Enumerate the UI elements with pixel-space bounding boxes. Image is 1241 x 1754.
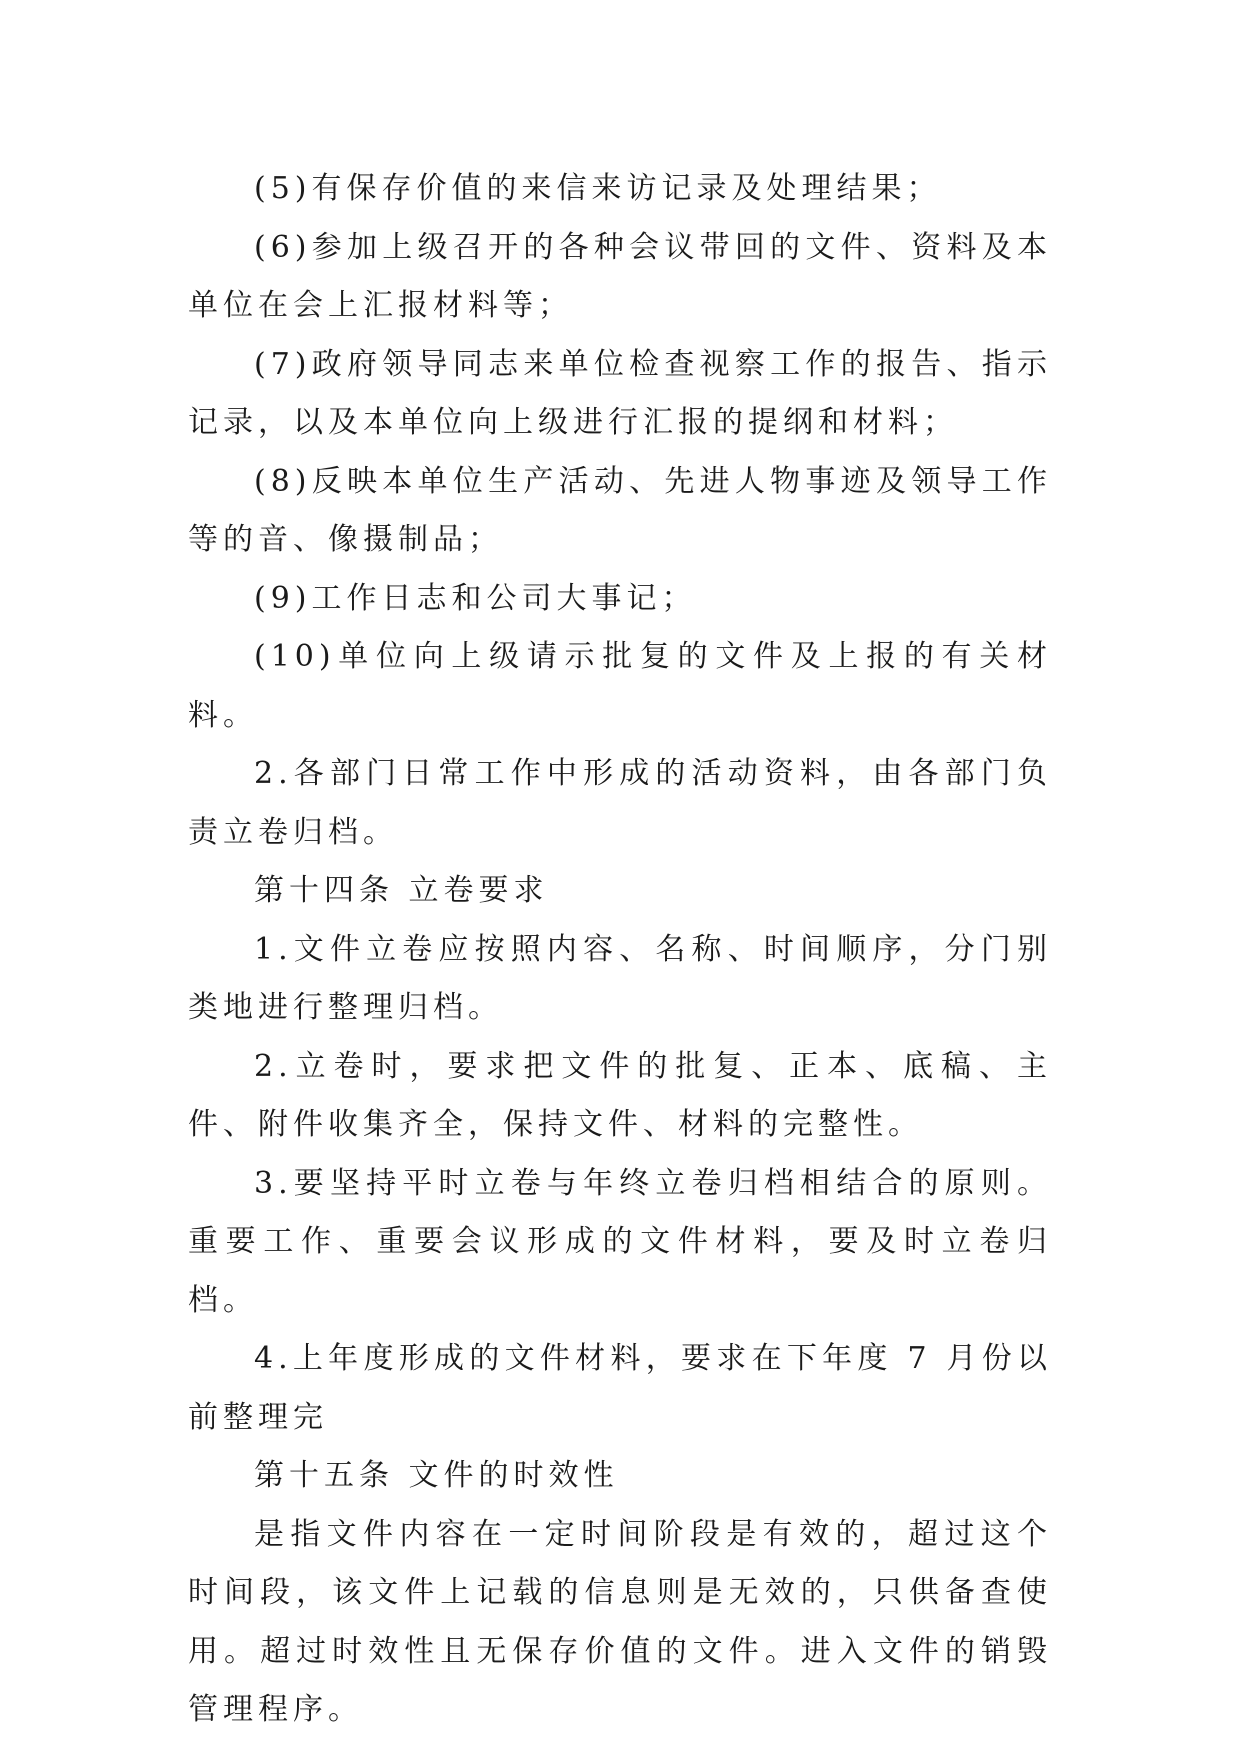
paragraph-department-archiving: 2.各部门日常工作中形成的活动资料，由各部门负责立卷归档。 — [188, 756, 1052, 850]
paragraph-filing-rule-2: 2.立卷时，要求把文件的批复、正本、底稿、主件、附件收集齐全，保持文件、材料的完整性。 — [188, 1048, 1052, 1142]
paragraph-item-7: (7)政府领导同志来单位检查视察工作的报告、指示记录，以及本单位向上级进行汇报的提纲和材料； — [188, 346, 1052, 440]
document-page — [188, 160, 1052, 1740]
paragraph-item-10: (10)单位向上级请示批复的文件及上报的有关材料。 — [188, 639, 1052, 733]
paragraph-filing-rule-4: 4.上年度形成的文件材料，要求在下年度 7 月份以前整理完 — [188, 1341, 1052, 1435]
paragraph-item-9: (9)工作日志和公司大事记； — [254, 580, 697, 616]
paragraph-filing-rule-1: 1.文件立卷应按照内容、名称、时间顺序，分门别类地进行整理归档。 — [188, 931, 1052, 1025]
paragraph-filing-rule-3: 3.要坚持平时立卷与年终立卷归档相结合的原则。重要工作、重要会议形成的文件材料，要及时立卷归档。 — [188, 1165, 1052, 1318]
paragraph-item-5: (5)有保存价值的来信来访记录及处理结果； — [254, 171, 942, 206]
paragraph-timeliness-definition: 是指文件内容在一定时间阶段是有效的，超过这个时间段，该文件上记载的信息则是无效的，只供备查使用。超过时效性且无保存价值的文件。进入文件的销毁管理程序。 — [188, 1516, 1052, 1727]
article-14-heading: 第十四条 立卷要求 — [254, 873, 549, 908]
paragraph-item-6: (6)参加上级召开的各种会议带回的文件、资料及本单位在会上汇报材料等； — [188, 229, 1052, 323]
paragraph-item-8: (8)反映本单位生产活动、先进人物事迹及领导工作等的音、像摄制品； — [188, 463, 1052, 557]
article-15-heading: 第十五条 文件的时效性 — [254, 1458, 619, 1493]
